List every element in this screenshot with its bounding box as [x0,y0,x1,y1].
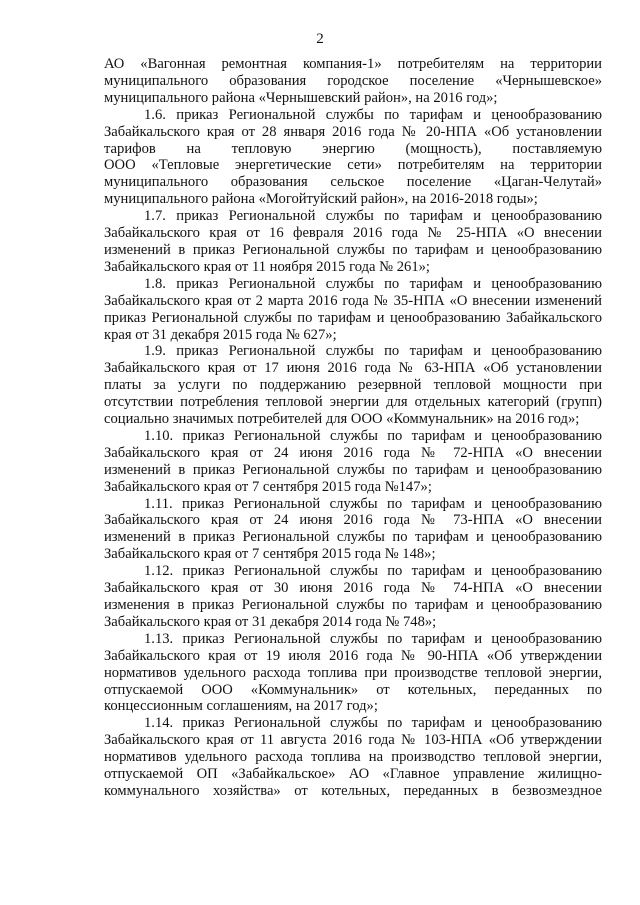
text-line: изменения в приказ Региональной службы по тарифам и ценообразованию [104,597,602,613]
text-line: края от 31 декабря 2015 года № 627»; [104,326,337,343]
text-line: нормативов удельного расхода топлива на производство тепловой энергии, [104,749,602,766]
text-line: муниципального района «Могойтуйский район», на 2016-2018 годы»; [104,191,538,208]
paragraph [104,631,602,716]
text-line: 1.8. приказ Региональной службы по тарифам и ценообразованию [144,275,602,292]
text-line: 1.14. приказ Региональной службы по тарифам и ценообразованию [144,715,602,732]
paragraph [104,343,602,428]
text-line: изменений в приказ Региональной службы по тарифам и ценообразованию [104,529,602,546]
text-line: изменений в приказ Региональной службы по тарифам и ценообразованию [104,461,602,478]
text-line: 1.9. приказ Региональной службы по тарифам и ценообразованию [144,343,602,360]
paragraph [104,428,602,496]
text-line: 1.11. приказ Региональной службы по тарифам и ценообразованию [144,495,602,512]
text-line: Забайкальского края от 7 сентября 2015 года № 148»; [104,546,436,563]
text-line: Забайкальского края от 2 марта 2016 года № 35-НПА «О внесении изменений [104,292,602,309]
document-body [104,56,602,800]
page-number: 2 [316,31,324,47]
text-line: коммунального хозяйства» от котельных, переданных в безвозмездное [104,782,602,799]
text-line: платы за услуги по поддержанию резервной тепловой мощности при [104,377,602,394]
text-line: Забайкальского края от 7 сентября 2015 года №147»; [104,478,432,495]
text-line: изменений в приказ Региональной службы по тарифам и ценообразованию [104,241,602,258]
paragraph [104,496,602,564]
paragraph [104,276,602,344]
text-line: Забайкальского края от 28 января 2016 года № 20-НПА «Об установлении [104,123,602,140]
paragraph [104,208,602,276]
text-line: муниципального образования сельское поселение «Цаган-Челутай» [104,174,602,191]
text-line: тарифов на тепловую энергию (мощность), поставляемую [104,140,602,157]
text-line: Забайкальского края от 11 ноября 2015 года № 261»; [104,258,430,275]
text-line: приказ Региональной службы по тарифам и ценообразованию Забайкальского [104,309,602,326]
text-line: Забайкальского края от 17 июня 2016 года № 63-НПА «Об установлении [104,360,602,377]
text-line: муниципального района «Чернышевский район», на 2016 год»; [104,89,498,106]
text-line: социально значимых потребителей для ООО «Коммунальник» на 2016 год»; [104,411,580,428]
text-line: Забайкальского края от 30 июня 2016 года № 74-НПА «О внесении [104,580,602,597]
text-line: нормативов удельного расхода топлива при производстве тепловой энергии, [104,664,602,681]
text-line: Забайкальского края от 31 декабря 2014 года № 748»; [104,613,437,630]
text-line: АО «Вагонная ремонтная компания-1» потребителям на территории [104,56,602,72]
text-line: 1.10. приказ Региональной службы по тарифам и ценообразованию [144,427,602,444]
paragraph [104,563,602,631]
text-line: Забайкальского края от 19 июля 2016 года № 90-НПА «Об утверждении [104,647,602,664]
paragraph [104,107,602,208]
text-line: 1.7. приказ Региональной службы по тарифам и ценообразованию [144,208,602,225]
text-line: 1.12. приказ Региональной службы по тарифам и ценообразованию [144,563,602,580]
text-line: отсутствии потребления тепловой энергии для отдельных категорий (групп) [104,394,602,411]
text-line: муниципального образования городское поселение «Чернышевское» [104,72,602,89]
text-line: Забайкальского края от 24 июня 2016 года № 73-НПА «О внесении [104,512,602,529]
paragraph [104,56,602,107]
text-line: 1.6. приказ Региональной службы по тарифам и ценообразованию [144,106,602,123]
text-line: 1.13. приказ Региональной службы по тарифам и ценообразованию [144,630,602,647]
paragraph [104,715,602,800]
text-line: концессионным соглашениям, на 2017 год»; [104,698,378,715]
text-line: Забайкальского края от 24 июня 2016 года № 72-НПА «О внесении [104,444,602,461]
text-line: отпускаемой ООО «Коммунальник» от котельных, переданных по [104,681,602,698]
text-line: Забайкальского края от 16 февраля 2016 года № 25-НПА «О внесении [104,225,602,242]
text-line: Забайкальского края от 11 августа 2016 года № 103-НПА «Об утверждении [104,732,602,749]
text-line: ООО «Тепловые энергетические сети» потребителям на территории [104,157,602,174]
text-line: отпускаемой ОП «Забайкальское» АО «Главное управление жилищно- [104,766,602,783]
